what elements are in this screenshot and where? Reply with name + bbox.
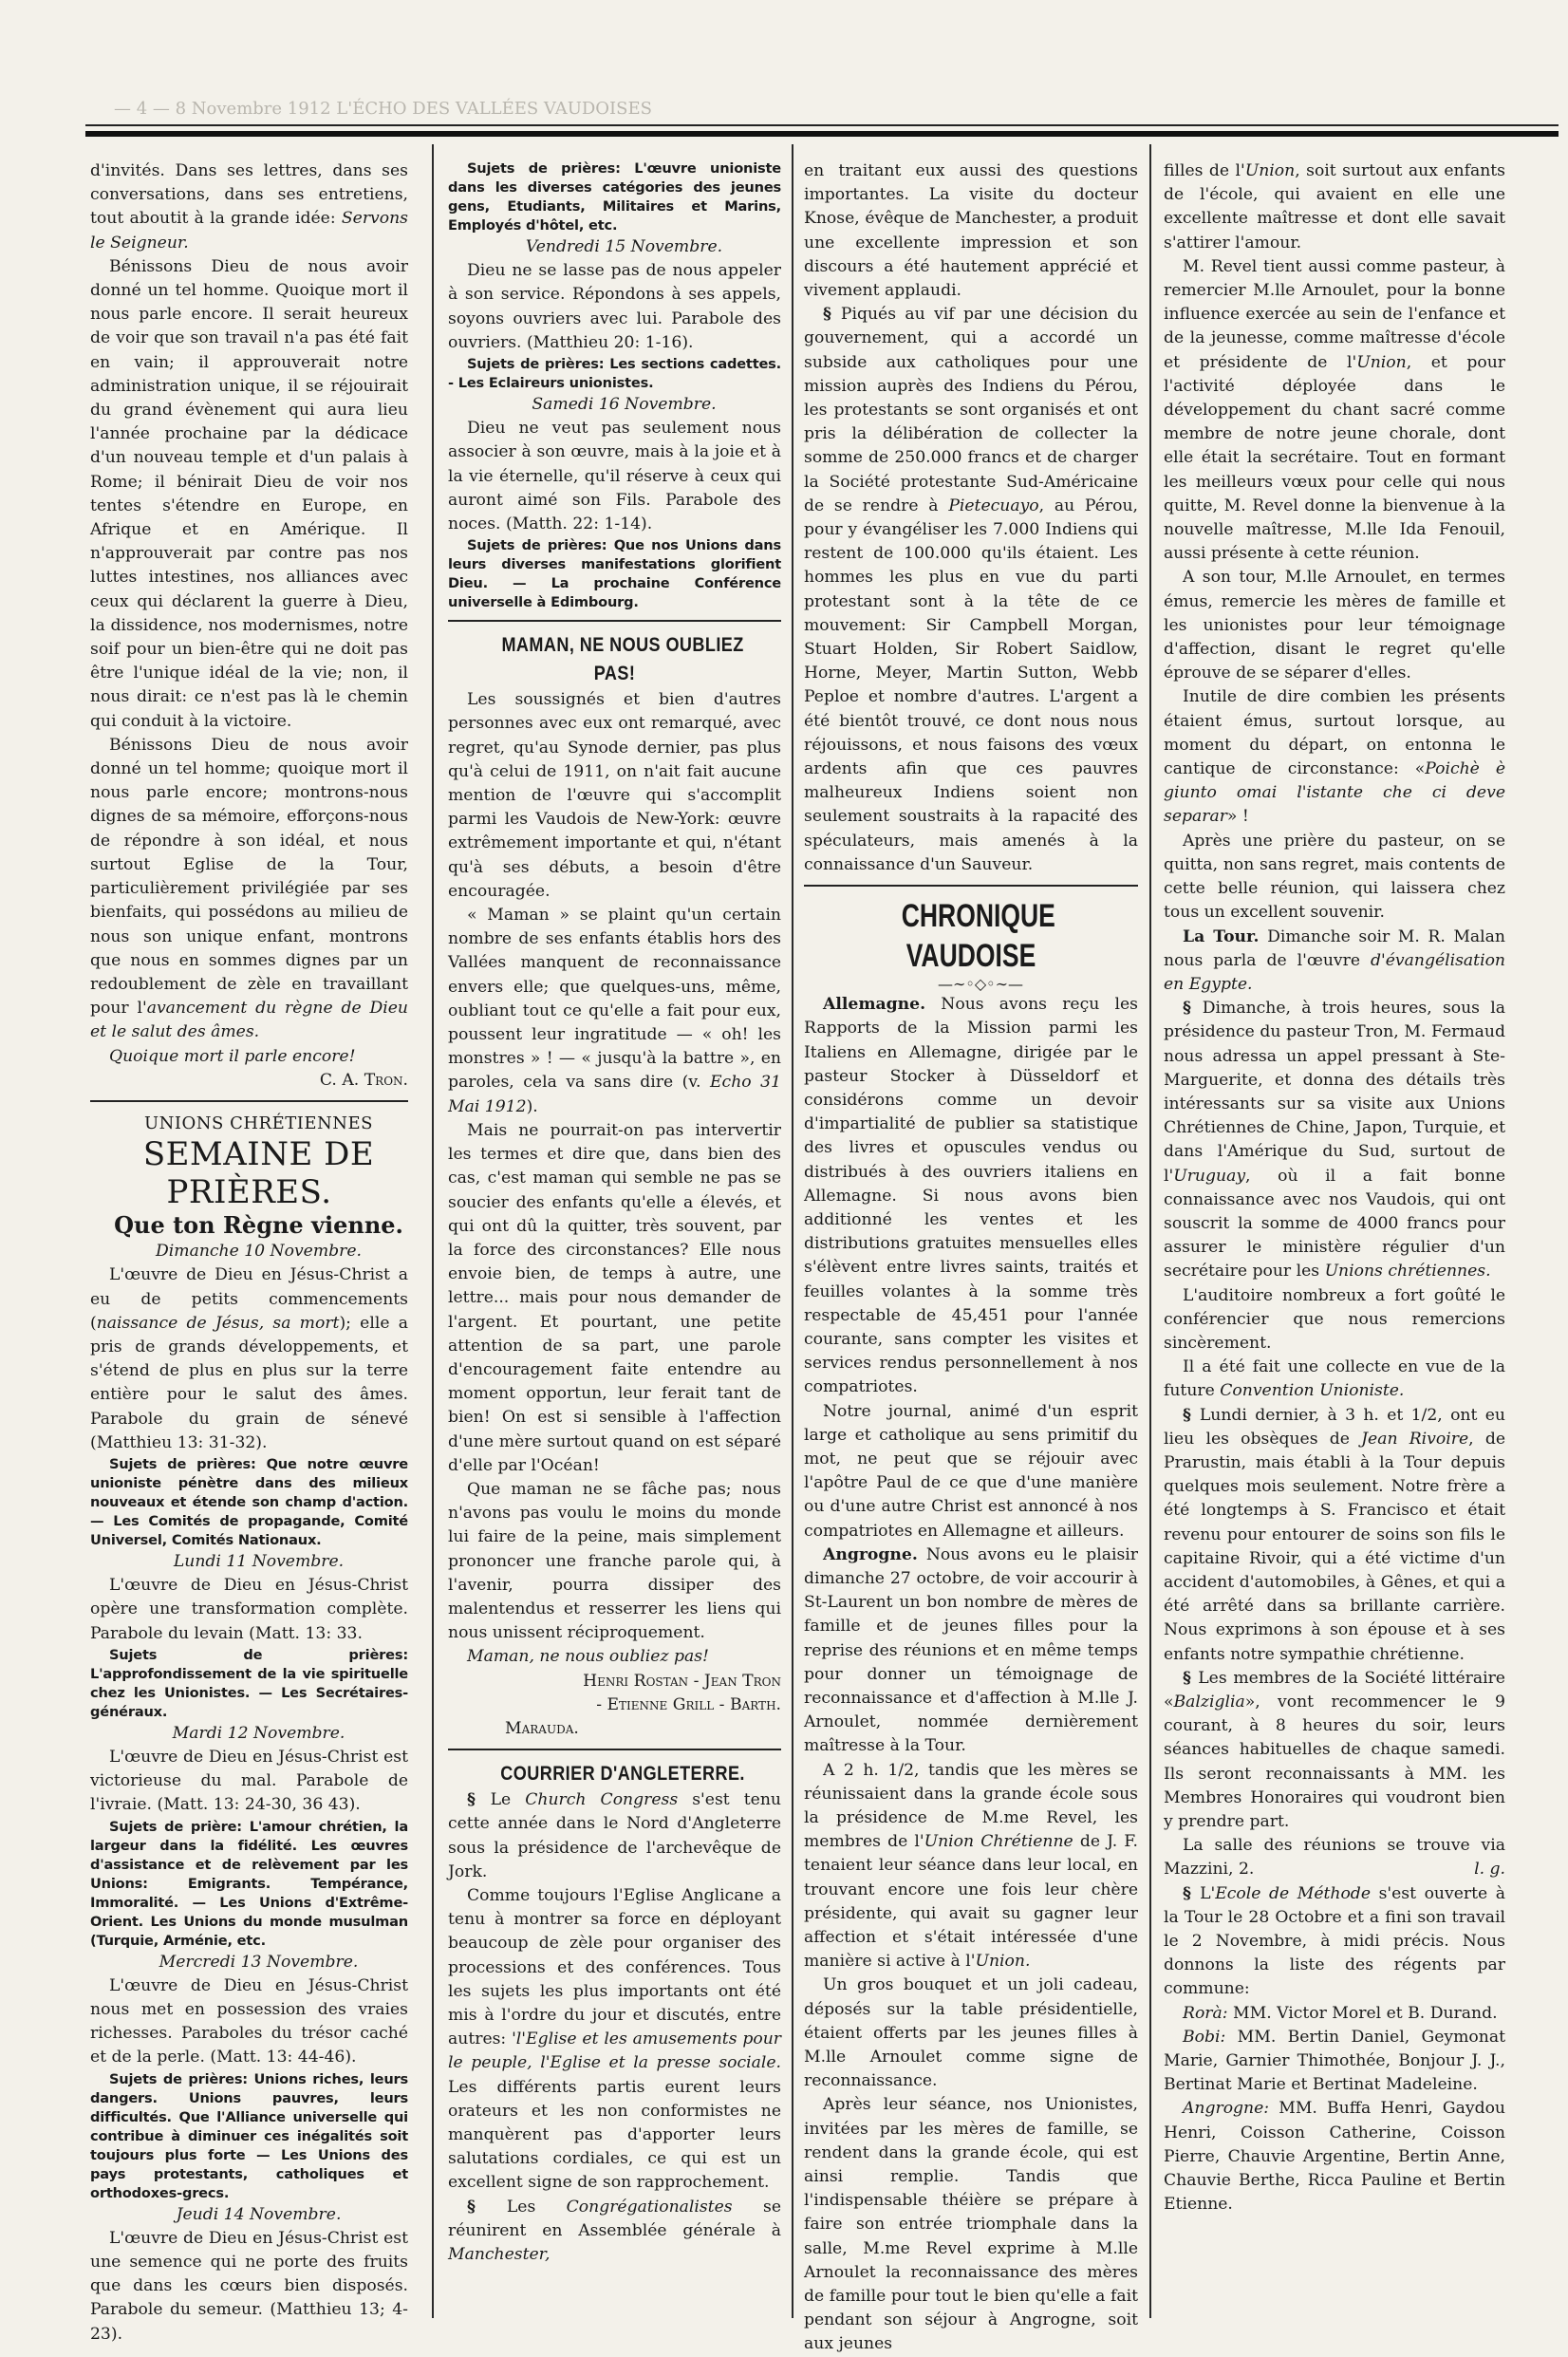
paragraph: [804, 303, 1138, 877]
day-heading: Jeudi 14 Novembre.: [176, 2204, 342, 2224]
text: M. Revel tient aussi comme pasteur, à remercier M.lle Arnoulet, pour la bonne influence exercée au sein de l'enfance et de la jeunesse, comme maîtresse d'école et présidente de l': [1164, 256, 1505, 372]
text: Lundi dernier, à 3 h. et 1/2, ont eu lieu les obsèques de: [1164, 1405, 1505, 1449]
text: s'est ouverte à la Tour le 28 Octobre et a fini son travail le 2 Novembre, à midi précis. Nous donnons la liste des régents par commune:: [1164, 1883, 1505, 1999]
paragraph: [448, 1788, 781, 1884]
text: Les: [506, 2197, 567, 2217]
paragraph: Bénissons Dieu de nous avoir donné un tel homme. Quoique mort il nous parle encore. Il serait heureux de voir que son travail n'a pas été fait en vain; il approuverait notre administration unique, il se réjouirait du grand évènement qui aura lieu l'année prochaine par la dédicace d'un nouveau temple et d'un palais à Rome; il bénirait Dieu de voir nos tentes s'étendre en Europe, en Afrique et en Amérique. Il n'approuverait par contre pas nos luttes intestines, nos alliances avec ceux qui déclarent la guerre à Dieu, la dissidence, nos modernismes, notre soif pour un bien-être qui ne doit pas être l'unique idéal de la vie; non, il nous dirait: ce n'est pas là le chemin qui conduit à la victoire.: [90, 256, 408, 731]
day-heading: Lundi 11 Novembre.: [173, 1551, 345, 1571]
paragraph: L'auditoire nombreux a fort goûté le conférencier que nous remercions sincèrement.: [1164, 1285, 1505, 1353]
text: ).: [526, 1096, 538, 1116]
running-header: — 4 — 8 Novembre 1912 L'ÉCHO DES VALLÉES VAUDOISES: [114, 99, 652, 119]
paragraph-mark-icon: §: [467, 1790, 491, 1810]
paragraph: [804, 993, 1138, 1399]
text-italic: naissance de Jésus, sa mort: [96, 1313, 340, 1333]
separator: [804, 885, 1138, 887]
commune-label: Angrogne:: [1183, 2099, 1270, 2119]
column-rule-1: [432, 144, 434, 2318]
signature: Marauda.: [505, 1718, 579, 1738]
paragraph: [1164, 2097, 1505, 2217]
initials: l. g.: [1474, 1860, 1505, 1880]
text-italic: Poichè è giunto omai l'istante che ci deve separar: [1164, 759, 1506, 827]
text: Les membres de la Société littéraire «: [1164, 1668, 1505, 1712]
paragraph: Après leur séance, nos Unionistes, invitées par les mères de famille, se rendent dans la grande école, qui est ainsi remplie. Tandis que l'indispensable théière se prépare à faire son entrée triomphale dans la salle, M.me Revel exprime à M.lle Arnoulet la reconnaissance des mères de famille pour tout le bien qu'elle a fait pendant son séjour à Angrogne, soit aux jeunes: [804, 2095, 1138, 2354]
text: La salle des réunions se trouve via Mazzini, 2.: [1164, 1836, 1505, 1880]
paragraph: Que maman ne se fâche pas; nous n'avons pas voulu le moins du monde lui faire de la peine, mais simplement prononcer une franche parole qui, à l'avenir, pourra dissiper des malentendus et resserrer les liens qui nous unissent réciproquement.: [448, 1479, 781, 1643]
paragraph: [1164, 1834, 1505, 1881]
text: » !: [1226, 807, 1249, 827]
prayer-topics: Sujets de prières: Unions riches, leurs dangers. Unions pauvres, leurs difficultés. Que l'Alliance universelle qui contribue à diminuer ces inégalités soit toujours plus forte — Les Unions des pays protestants, catholiques et orthodoxes-grecs.: [90, 2070, 408, 2201]
day-heading: Samedi 16 Novembre.: [532, 395, 717, 415]
paragraph: [90, 159, 408, 255]
ornament-divider-icon: —∼◦◇◦∼—: [938, 975, 1023, 994]
commune-label: Bobi:: [1183, 2027, 1226, 2047]
paragraph-mark-icon: §: [1183, 1883, 1201, 1903]
paragraph: L'œuvre de Dieu en Jésus-Christ nous met en possession des vraies richesses. Paraboles du trésor caché et de la perle. (Matt. 13: 44-46).: [90, 1975, 408, 2067]
column-1: [90, 159, 408, 2344]
day-heading: Dimanche 10 Novembre.: [156, 1242, 362, 1262]
signature: Henri Rostan - Jean Tron: [583, 1671, 781, 1691]
paragraph: [448, 2196, 781, 2268]
text-italic: avancement du règne de Dieu et le salut des âmes.: [90, 999, 408, 1042]
text: ); elle a pris de grands développements, et s'étend de plus en plus sur la terre entière pour le salut des âmes. Parabole du grain de sénevé (Matthieu 13: 31-32).: [90, 1313, 408, 1452]
paragraph: Dieu ne se lasse pas de nous appeler à son service. Répondons à ses appels, soyons ouvriers avec lui. Parabole des ouvriers. (Matthieu 20: 1-16).: [448, 261, 781, 352]
text-italic: Convention Unioniste.: [1220, 1381, 1405, 1401]
text-italic: Ecole de Méthode: [1215, 1883, 1371, 1903]
place-label: La Tour.: [1183, 926, 1260, 946]
prayer-topics: Sujets de prière: L'amour chrétien, la largeur dans la fidélité. Les œuvres d'assistance et de relèvement par les Unions: Emigrants. Tempérance, Immoralité. — Les Unions d'Extrême-Orient. Les Unions du monde musulman (Turquie, Arménie, etc.: [90, 1818, 408, 1949]
text: , au Pérou, pour y évangéliser les 7.000 Indiens qui restent de 100.000 qu'ils étaient. Les hommes les plus en vue du parti protestant sont à la tête de ce mouvement: Sir Campbell Morgan, Stuart Holden, Sir Robert Saidlow, Horne, Meyer, Martin Sutton, Webb Peploe et nombre d'autres. L'argent a été bientôt trouvé, ce dont nous nous réjouissons, et nous faisons des vœux ardents afin que ces pauvres malheureux Indiens soient non seulement soustraits à la rapacité des spéculateurs, mais amenés à la connaissance d'un Sauveur.: [804, 496, 1138, 874]
column-4: [1164, 159, 1505, 2300]
text: , où il a fait bonne connaissance avec nos Vaudois, qui ont souscrit la somme de 4000 francs pour assurer le ministère régulier d'un secrétaire pour les: [1164, 1166, 1505, 1281]
paragraph: [1164, 1667, 1505, 1834]
text: filles de l': [1164, 161, 1245, 180]
prayer-topics: Sujets de prières: Que notre œuvre unioniste pénètre dans des milieux nouveaux et étende son champ d'action. — Les Comités de propagande, Comité Universel, Comités Nationaux.: [90, 1455, 408, 1548]
text: Dimanche, à trois heures, sous la présidence du pasteur Tron, M. Fermaud nous adressa un appel pressant à Ste-Marguerite, et donna des détails très intéressants sur sa visite aux Unions Chrétiennes de Chine, Japon, Turquie, et dans l'Amérique du Sud, surtout de l': [1164, 999, 1505, 1186]
text: MM. Victor Morel et B. Durand.: [1227, 2003, 1498, 2023]
separator: [448, 1749, 781, 1750]
prayer-topics: Sujets de prières: L'approfondissement de la vie spirituelle chez les Unionistes. — Les Secrétaires-généraux.: [90, 1646, 408, 1720]
paragraph: [1164, 685, 1505, 829]
paragraph-mark-icon: §: [467, 2197, 507, 2217]
text-italic: d'évangélisation en Egypte.: [1164, 950, 1505, 994]
paragraph: [1164, 1356, 1505, 1403]
text: s'est tenu cette année dans le Nord d'Angleterre sous la présidence de l'archevêque de Jork.: [448, 1790, 781, 1881]
paragraph: L'œuvre de Dieu en Jésus-Christ est une semence qui ne porte des fruits que dans les cœurs bien disposés. Parabole du semeur. (Matthieu 13; 4-23).: [90, 2228, 408, 2344]
paragraph: A son tour, M.lle Arnoulet, en termes émus, remercie les mères de famille et les unionistes pour leur témoignage d'affection, disant le regret qu'elle éprouve de se séparer d'elles.: [1164, 568, 1505, 683]
column-rule-3: [1149, 144, 1151, 2318]
text: Piqués au vif par une décision du gouvernement, qui a accordé un subside aux catholiques pour une mission auprès des Indiens du Pérou, les protestants se sont organisés et ont pris la délibération de collecter la somme de 250.000 francs et de charger la Société protestante Sud-Américaine de se rendre à: [804, 305, 1138, 515]
paragraph: Après une prière du pasteur, on se quitta, non sans regret, mais contents de cette belle réunion, qui laissera chez tous un excellent souvenir.: [1164, 831, 1505, 923]
text-italic: l'Eglise et les amusements pour le peuple, l'Eglise et la presse sociale.: [448, 2030, 781, 2073]
text: d'invités. Dans ses lettres, dans ses conversations, dans ses entretiens, tout aboutit à la grande idée:: [90, 161, 408, 229]
text: se réunirent en Assemblée générale à: [448, 2197, 781, 2240]
section-heading-unions: UNIONS CHRÉTIENNES: [144, 1113, 373, 1133]
commune-label: Rorà:: [1183, 2003, 1228, 2023]
paragraph: [90, 1263, 408, 1455]
text-italic: Manchester,: [448, 2245, 551, 2265]
day-heading: Mercredi 13 Novembre.: [159, 1952, 359, 1972]
text: Le: [490, 1790, 526, 1810]
day-heading: Mardi 12 Novembre.: [172, 1723, 345, 1743]
text: MM. Bertin Daniel, Geymonat Marie, Garnier Thimothée, Bonjour J. J., Bertinat Marie et Bertinat Madeleine.: [1164, 2027, 1505, 2095]
paragraph: [90, 734, 408, 1045]
paragraph: Notre journal, animé d'un esprit large et catholique au sens primitif du mot, ne peut que se réjouir avec l'apôtre Paul de ce que d'une manière ou d'une autre Christ est annoncé à nos compatriotes en Allemagne et ailleurs.: [804, 1401, 1138, 1541]
text-italic: Echo 31 Mai 1912: [448, 1073, 781, 1116]
text: Nous avons eu le plaisir dimanche 27 octobre, de voir accourir à St-Laurent un bon nombre de mères de famille et de jeunes filles pour la reprise des réunions et en même temps pour donner un témoignage de reconnaissance et d'affection à M.lle J. Arnoulet, nommée dernièrement maîtresse à la Tour.: [804, 1544, 1138, 1756]
place-label: Allemagne.: [823, 995, 926, 1015]
text: « Maman » se plaint qu'un certain nombre de ses enfants établis hors des Vallées manquent de reconnaissance envers elle; que quelques-uns, même, oubliant tout ce qu'elle a fait pour eux, poussent leur ingratitude — « oh! les monstres » ! — « jusqu'à la battre », en paroles, cela va sans dire (v.: [448, 906, 781, 1093]
paragraph: L'œuvre de Dieu en Jésus-Christ opère une transformation complète. Parabole du levain (Matt. 13: 33.: [90, 1576, 408, 1643]
text: Bénissons Dieu de nous avoir donné un tel homme; quoique mort il nous parle encore; montrons-nous dignes de sa mémoire, efforçons-nous de répondre à son idéal, et nous surtout Eglise de la Tour, particulièrement privilégiée par ses bienfaits, qui possédons au milieu de nous son unique enfant, montrons que nous en sommes dignes par un redoublement de zèle en travaillant pour l': [90, 735, 408, 1019]
text-italic: Union.: [975, 1952, 1031, 1972]
paragraph: [1164, 997, 1505, 1283]
paragraph-mark-icon: §: [1183, 1405, 1200, 1425]
text-italic: Union: [1244, 161, 1296, 180]
place-label: Angrogne.: [823, 1544, 918, 1564]
text: Nous avons reçu les Rapports de la Mission parmi les Italiens en Allemagne, dirigée par le pasteur Stocker à Düsseldorf et considérons comme un devoir d'impartialité de publier sa statistique des livres et opuscules vendus ou distribués à des ouvriers italiens en Allemagne. Si nous avons bien additionné les ventes et les distributions gratuites mensuelles elles s'élèvent entre livres saints, traités et feuilles volantes à la somme très respectable de 45,451 pour l'année courante, sans compter les visites et services rendus personnellement à nos compatriotes.: [804, 995, 1138, 1397]
paragraph: [804, 1759, 1138, 1974]
text-italic: Union: [1356, 352, 1407, 372]
paragraph: Mais ne pourrait-on pas intervertir les termes et dire que, dans bien des cas, c'est maman qui semble ne pas se soucier des enfants qu'elle a élevés, et qui ont dû la quitter, très souvent, par la force des circonstances? Elle nous envoie bien, de temps à autre, une lettre... mais pour nous demander de l'argent. Et pourtant, une petite attention de sa part, une parole d'encouragement faite entendre au moment opportun, leur ferait tant de bien! On est si sensible à l'affection d'une mère surtout quand on est séparé d'elle par l'Océan!: [448, 1120, 781, 1475]
prayer-topics: Sujets de prières: Les sections cadettes. - Les Eclaireurs unionistes.: [448, 356, 781, 392]
text: Les différents partis eurent leurs orateurs et les non conformistes ne manquèrent pas d'apporter leurs salutations cordiales, ce qui est un excellent signe de son rapprochement.: [448, 2077, 781, 2193]
text: , et pour l'activité déployée dans le développement du chant sacré comme membre de notre jeune chorale, dont elle était la secrétaire. Tout en formant les meilleurs vœux pour celle qui nous quitte, M. Revel donne la bienvenue à la nouvelle maîtresse, M.lle Ida Fenouil, aussi présente à cette réunion.: [1164, 352, 1505, 564]
text-italic: Unions chrétiennes.: [1324, 1262, 1491, 1281]
text: », vont recommencer le 9 courant, à 8 heures du soir, leurs séances habituelles de chaque samedi. Ils seront reconnaissants à MM. les Membres Honoraires qui voudront bien y prendre part.: [1164, 1693, 1505, 1832]
text-italic: Congrégationalistes: [566, 2197, 733, 2217]
paragraph: [1164, 1404, 1505, 1667]
article-title-courrier: COURRIER D'ANGLETERRE.: [500, 1763, 745, 1786]
paragraph-mark-icon: §: [1183, 999, 1203, 1019]
text-italic: Church Congress: [525, 1790, 679, 1810]
separator: [448, 620, 781, 622]
text: , de Prarustin, mais établi à la Tour depuis quelques mois seulement. Notre frère a été longtemps à S. Francisco et était revenu pour entourer de soins son fils le capitaine Rivoir, qui a été victime d'un accident d'automobiles, à Gênes, et qui a été arrêté dans sa brillante carrière. Nous exprimons à son épouse et à ses enfants notre sympathie chrétienne.: [1164, 1429, 1505, 1664]
text-italic: Pietecuayo: [948, 496, 1039, 515]
text: MM. Buffa Henri, Gaydou Henri, Coisson Catherine, Coisson Pierre, Chauvie Argentine, Bertin Anne, Chauvie Berthe, Ricca Pauline et Bertin Etienne.: [1164, 2099, 1505, 2215]
paragraph: [804, 1543, 1138, 1759]
section-title-chronique: CHRONIQUE VAUDOISE: [901, 898, 1055, 975]
paragraph: Un gros bouquet et un joli cadeau, déposés sur la table présidentielle, étaient offerts par les jeunes filles à M.lle Arnoulet comme signe de reconnaissance.: [804, 1975, 1138, 2091]
text: Dimanche soir M. R. Malan nous parla de l'œuvre: [1164, 926, 1505, 970]
header-rule-thin: [85, 124, 1559, 126]
column-3: [804, 159, 1138, 2354]
text: L'œuvre de Dieu en Jésus-Christ a eu de petits commencements (: [90, 1265, 408, 1333]
quote-line: Maman, ne nous oubliez pas!: [467, 1647, 709, 1667]
headline-regne: Que ton Règne vienne.: [114, 1211, 403, 1240]
paragraph: L'œuvre de Dieu en Jésus-Christ est victorieuse du mal. Parabole de l'ivraie. (Matt. 13: 24-30, 36 43).: [90, 1747, 408, 1815]
paragraph: en traitant eux aussi des questions importantes. La visite du docteur Knose, évêque de Manchester, a produit une excellente impression et son discours a été hautement apprécié et vivement applaudi.: [804, 161, 1138, 301]
paragraph: Dieu ne veut pas seulement nous associer à son œuvre, mais à la joie et à la vie éternelle, qu'il réserve à ceux qui auront aimé son Fils. Parabole des noces. (Matth. 22: 1-14).: [448, 419, 781, 534]
text: Inutile de dire combien les présents étaient émus, surtout lorsque, au moment du départ, on entonna le cantique de circonstance: «: [1164, 687, 1505, 779]
text: Il a été fait une collecte en vue de la future: [1164, 1357, 1505, 1401]
article-title-maman: MAMAN, NE NOUS OUBLIEZ PAS!: [501, 634, 744, 685]
text-italic: Balziglia: [1173, 1693, 1245, 1712]
paragraph: [1164, 2002, 1505, 2026]
text-italic: Union Chrétienne: [924, 1832, 1073, 1852]
text: L': [1200, 1883, 1216, 1903]
paragraph: [1164, 926, 1505, 998]
paragraph: Les soussignés et bien d'autres personnes avec eux ont remarqué, avec regret, qu'au Synode dernier, pas plus qu'à celui de 1911, on n'ait fait aucune mention de l'œuvre qui s'accomplit parmi les Vaudois de New-York: œuvre extrêmement importante et qui, n'étant qu'à ses débuts, a besoin d'être encouragée.: [448, 690, 781, 901]
column-2: [448, 159, 781, 2300]
quote-line: Quoique mort il parle encore!: [109, 1046, 356, 1066]
paragraph-mark-icon: §: [1183, 1668, 1199, 1688]
prayer-topics: Sujets de prières: Que nos Unions dans leurs diverses manifestations glorifient Dieu. — La prochaine Conférence universelle à Edimbourg.: [448, 537, 781, 611]
text: de J. F. tenaient leur séance dans leur local, en trouvant encore une fois leur chère présidente, qui avait su gagner leur affection et s'était intéressée d'une manière si active à l': [804, 1832, 1138, 1972]
paragraph: [1164, 1882, 1505, 2002]
text: A 2 h. 1/2, tandis que les mères se réunissaient dans la grande école sous la présidence de M.me Revel, les membres de l': [804, 1760, 1138, 1852]
paragraph: [1164, 2026, 1505, 2098]
paragraph: [448, 1884, 781, 2196]
paragraph: [448, 904, 781, 1119]
signature: - Etienne Grill - Barth.: [596, 1694, 781, 1714]
text: Comme toujours l'Eglise Anglicane a tenu à montrer sa force en déployant beaucoup de zèle pour organiser des processions et des conférences. Tous les sujets les plus importants ont été mis à l'ordre du jour et discutés, entre autres: ': [448, 1885, 781, 2049]
text-italic: Jean Rivoire: [1361, 1429, 1469, 1449]
text-italic: Uruguay: [1173, 1166, 1246, 1186]
day-heading: Vendredi 15 Novembre.: [525, 237, 723, 256]
headline-semaine: SEMAINE DE PRIÈRES.: [142, 1135, 375, 1212]
header-rule: [85, 131, 1559, 137]
text: , soit surtout aux enfants de l'école, qui avaient en elle une excellente maîtresse et dont elle savait s'attirer l'amour.: [1164, 161, 1505, 253]
text-italic: Servons le Seigneur.: [90, 209, 408, 253]
signature: C. A. Tron.: [319, 1070, 408, 1090]
paragraph: [1164, 159, 1505, 255]
prayer-topics: Sujets de prières: L'œuvre unioniste dans les diverses catégories des jeunes gens, Etudiants, Militaires et Marins, Employés d'hôtel, etc.: [448, 160, 781, 234]
paragraph-mark-icon: §: [823, 305, 841, 325]
paragraph: [1164, 255, 1505, 567]
column-rule-2: [792, 144, 793, 2318]
separator: [90, 1100, 408, 1102]
